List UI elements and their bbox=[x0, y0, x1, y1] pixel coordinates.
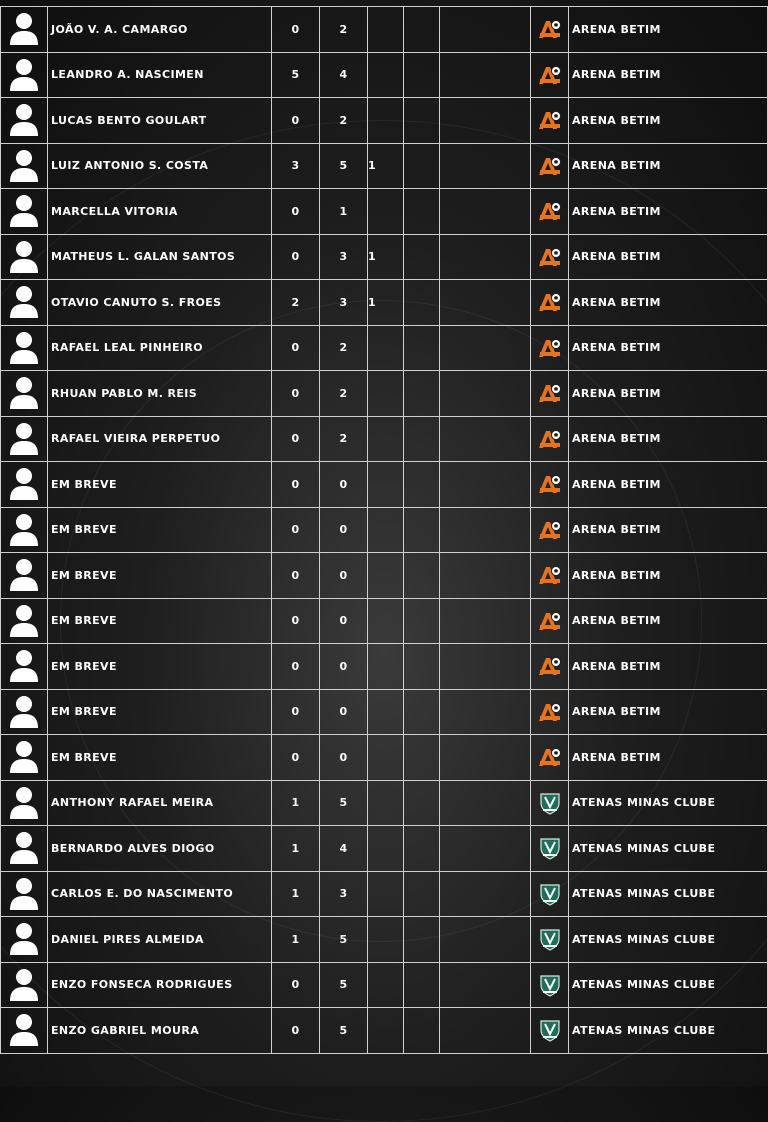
stat-2: 5 bbox=[320, 1008, 368, 1054]
stat-2: 3 bbox=[320, 871, 368, 917]
table-row bbox=[1, 644, 768, 690]
club-name: ARENA BETIM bbox=[569, 98, 768, 144]
stat-2: 2 bbox=[320, 416, 368, 462]
user-avatar-icon bbox=[8, 422, 40, 456]
stat-2: 5 bbox=[320, 143, 368, 189]
club-name: ARENA BETIM bbox=[569, 52, 768, 98]
player-name: EM BREVE bbox=[48, 735, 272, 781]
stat-1: 1 bbox=[272, 871, 320, 917]
club-logo-cell bbox=[531, 644, 569, 690]
stat-1: 0 bbox=[272, 598, 320, 644]
atenas-minas-logo bbox=[537, 972, 563, 998]
empty-cell bbox=[440, 462, 531, 508]
table-row bbox=[1, 280, 768, 326]
table-row bbox=[1, 826, 768, 872]
empty-cell bbox=[404, 735, 440, 781]
table-row bbox=[1, 416, 768, 462]
empty-cell bbox=[404, 371, 440, 417]
club-logo-cell bbox=[531, 416, 569, 462]
club-name: ARENA BETIM bbox=[569, 143, 768, 189]
club-name: ARENA BETIM bbox=[569, 325, 768, 371]
atenas-minas-logo bbox=[537, 790, 563, 816]
club-logo-cell bbox=[531, 735, 569, 781]
arena-betim-logo bbox=[537, 562, 563, 588]
club-logo-cell bbox=[531, 553, 569, 599]
stat-3 bbox=[368, 780, 404, 826]
user-avatar-icon bbox=[8, 877, 40, 911]
player-name: EM BREVE bbox=[48, 553, 272, 599]
avatar-cell bbox=[1, 689, 48, 735]
player-name: MARCELLA VITORIA bbox=[48, 189, 272, 235]
empty-cell bbox=[440, 234, 531, 280]
stat-1: 0 bbox=[272, 507, 320, 553]
user-avatar-icon bbox=[8, 240, 40, 274]
stat-3 bbox=[368, 917, 404, 963]
club-logo-cell bbox=[531, 1008, 569, 1054]
club-name: ATENAS MINAS CLUBE bbox=[569, 917, 768, 963]
arena-betim-logo bbox=[537, 699, 563, 725]
stat-3 bbox=[368, 98, 404, 144]
stat-2: 0 bbox=[320, 462, 368, 508]
empty-cell bbox=[440, 98, 531, 144]
user-avatar-icon bbox=[8, 331, 40, 365]
roster-body bbox=[1, 7, 768, 1054]
stat-2: 0 bbox=[320, 689, 368, 735]
stat-2: 2 bbox=[320, 98, 368, 144]
table-row bbox=[1, 962, 768, 1008]
stat-1: 0 bbox=[272, 189, 320, 235]
club-name: ATENAS MINAS CLUBE bbox=[569, 1008, 768, 1054]
stat-1: 1 bbox=[272, 780, 320, 826]
table-row bbox=[1, 598, 768, 644]
arena-betim-logo bbox=[537, 289, 563, 315]
club-logo-cell bbox=[531, 280, 569, 326]
arena-betim-logo bbox=[537, 244, 563, 270]
club-name: ARENA BETIM bbox=[569, 735, 768, 781]
club-logo-cell bbox=[531, 507, 569, 553]
empty-cell bbox=[404, 280, 440, 326]
avatar-cell bbox=[1, 644, 48, 690]
user-avatar-icon bbox=[8, 513, 40, 547]
stat-2: 2 bbox=[320, 371, 368, 417]
user-avatar-icon bbox=[8, 968, 40, 1002]
stat-2: 2 bbox=[320, 325, 368, 371]
stat-3 bbox=[368, 598, 404, 644]
club-logo-cell bbox=[531, 780, 569, 826]
empty-cell bbox=[440, 143, 531, 189]
table-row bbox=[1, 7, 768, 53]
stat-1: 2 bbox=[272, 280, 320, 326]
avatar-cell bbox=[1, 735, 48, 781]
empty-cell bbox=[440, 735, 531, 781]
stat-2: 5 bbox=[320, 917, 368, 963]
table-row bbox=[1, 917, 768, 963]
stat-3 bbox=[368, 189, 404, 235]
stat-1: 0 bbox=[272, 735, 320, 781]
arena-betim-logo bbox=[537, 62, 563, 88]
stat-2: 2 bbox=[320, 7, 368, 53]
empty-cell bbox=[404, 416, 440, 462]
stat-1: 5 bbox=[272, 52, 320, 98]
stat-3 bbox=[368, 371, 404, 417]
player-roster-table bbox=[0, 6, 768, 1054]
club-logo-cell bbox=[531, 143, 569, 189]
arena-betim-logo bbox=[537, 426, 563, 452]
avatar-cell bbox=[1, 416, 48, 462]
arena-betim-logo bbox=[537, 517, 563, 543]
club-name: ATENAS MINAS CLUBE bbox=[569, 962, 768, 1008]
empty-cell bbox=[440, 507, 531, 553]
table-row bbox=[1, 507, 768, 553]
empty-cell bbox=[440, 553, 531, 599]
empty-cell bbox=[404, 917, 440, 963]
arena-betim-logo bbox=[537, 380, 563, 406]
player-name: LUCAS BENTO GOULART bbox=[48, 98, 272, 144]
avatar-cell bbox=[1, 280, 48, 326]
player-name: LUIZ ANTONIO S. COSTA bbox=[48, 143, 272, 189]
player-name: EM BREVE bbox=[48, 689, 272, 735]
avatar-cell bbox=[1, 7, 48, 53]
user-avatar-icon bbox=[8, 149, 40, 183]
table-row bbox=[1, 780, 768, 826]
empty-cell bbox=[440, 325, 531, 371]
club-logo-cell bbox=[531, 371, 569, 417]
table-row bbox=[1, 1008, 768, 1054]
stat-2: 3 bbox=[320, 280, 368, 326]
empty-cell bbox=[404, 962, 440, 1008]
user-avatar-icon bbox=[8, 831, 40, 865]
player-name: RAFAEL VIEIRA PERPETUO bbox=[48, 416, 272, 462]
empty-cell bbox=[404, 189, 440, 235]
table-row bbox=[1, 689, 768, 735]
player-name: OTAVIO CANUTO S. FROES bbox=[48, 280, 272, 326]
avatar-cell bbox=[1, 507, 48, 553]
player-name: CARLOS E. DO NASCIMENTO bbox=[48, 871, 272, 917]
avatar-cell bbox=[1, 462, 48, 508]
club-logo-cell bbox=[531, 917, 569, 963]
club-logo-cell bbox=[531, 962, 569, 1008]
user-avatar-icon bbox=[8, 58, 40, 92]
stat-2: 5 bbox=[320, 962, 368, 1008]
player-name: EM BREVE bbox=[48, 462, 272, 508]
empty-cell bbox=[440, 917, 531, 963]
player-name: RAFAEL LEAL PINHEIRO bbox=[48, 325, 272, 371]
empty-cell bbox=[404, 462, 440, 508]
arena-betim-logo bbox=[537, 16, 563, 42]
empty-cell bbox=[440, 598, 531, 644]
club-name: ARENA BETIM bbox=[569, 553, 768, 599]
club-logo-cell bbox=[531, 689, 569, 735]
table-row bbox=[1, 371, 768, 417]
stat-2: 1 bbox=[320, 189, 368, 235]
empty-cell bbox=[404, 780, 440, 826]
arena-betim-logo bbox=[537, 198, 563, 224]
atenas-minas-logo bbox=[537, 881, 563, 907]
empty-cell bbox=[404, 553, 440, 599]
club-logo-cell bbox=[531, 598, 569, 644]
stat-2: 0 bbox=[320, 644, 368, 690]
empty-cell bbox=[440, 7, 531, 53]
stat-2: 3 bbox=[320, 234, 368, 280]
stat-1: 3 bbox=[272, 143, 320, 189]
user-avatar-icon bbox=[8, 376, 40, 410]
stat-3 bbox=[368, 735, 404, 781]
table-row bbox=[1, 325, 768, 371]
stat-1: 0 bbox=[272, 7, 320, 53]
avatar-cell bbox=[1, 52, 48, 98]
club-name: ARENA BETIM bbox=[569, 7, 768, 53]
player-name: EM BREVE bbox=[48, 598, 272, 644]
table-row bbox=[1, 871, 768, 917]
player-name: MATHEUS L. GALAN SANTOS bbox=[48, 234, 272, 280]
empty-cell bbox=[404, 143, 440, 189]
stat-2: 0 bbox=[320, 507, 368, 553]
user-avatar-icon bbox=[8, 695, 40, 729]
table-row bbox=[1, 189, 768, 235]
table-row bbox=[1, 143, 768, 189]
user-avatar-icon bbox=[8, 467, 40, 501]
stat-1: 0 bbox=[272, 553, 320, 599]
player-name: ENZO FONSECA RODRIGUES bbox=[48, 962, 272, 1008]
empty-cell bbox=[404, 7, 440, 53]
avatar-cell bbox=[1, 598, 48, 644]
club-name: ATENAS MINAS CLUBE bbox=[569, 780, 768, 826]
stat-3 bbox=[368, 7, 404, 53]
avatar-cell bbox=[1, 871, 48, 917]
empty-cell bbox=[404, 52, 440, 98]
stat-3 bbox=[368, 689, 404, 735]
stat-1: 0 bbox=[272, 416, 320, 462]
table-row bbox=[1, 553, 768, 599]
club-name: ARENA BETIM bbox=[569, 280, 768, 326]
player-name: ANTHONY RAFAEL MEIRA bbox=[48, 780, 272, 826]
club-name: ARENA BETIM bbox=[569, 507, 768, 553]
avatar-cell bbox=[1, 780, 48, 826]
club-name: ARENA BETIM bbox=[569, 234, 768, 280]
stat-3 bbox=[368, 462, 404, 508]
avatar-cell bbox=[1, 917, 48, 963]
arena-betim-logo bbox=[537, 107, 563, 133]
stat-1: 0 bbox=[272, 462, 320, 508]
empty-cell bbox=[440, 689, 531, 735]
club-name: ARENA BETIM bbox=[569, 689, 768, 735]
player-name: BERNARDO ALVES DIOGO bbox=[48, 826, 272, 872]
stat-3 bbox=[368, 871, 404, 917]
table-row bbox=[1, 52, 768, 98]
club-logo-cell bbox=[531, 462, 569, 508]
club-name: ATENAS MINAS CLUBE bbox=[569, 826, 768, 872]
atenas-minas-logo bbox=[537, 1017, 563, 1043]
user-avatar-icon bbox=[8, 740, 40, 774]
club-logo-cell bbox=[531, 826, 569, 872]
club-logo-cell bbox=[531, 52, 569, 98]
atenas-minas-logo bbox=[537, 835, 563, 861]
player-name: RHUAN PABLO M. REIS bbox=[48, 371, 272, 417]
empty-cell bbox=[440, 871, 531, 917]
stat-3 bbox=[368, 52, 404, 98]
stat-3 bbox=[368, 507, 404, 553]
stat-1: 0 bbox=[272, 371, 320, 417]
stat-3 bbox=[368, 826, 404, 872]
user-avatar-icon bbox=[8, 604, 40, 638]
club-name: ARENA BETIM bbox=[569, 462, 768, 508]
empty-cell bbox=[440, 416, 531, 462]
arena-betim-logo bbox=[537, 471, 563, 497]
empty-cell bbox=[440, 189, 531, 235]
empty-cell bbox=[404, 598, 440, 644]
avatar-cell bbox=[1, 826, 48, 872]
stat-3 bbox=[368, 325, 404, 371]
empty-cell bbox=[404, 644, 440, 690]
user-avatar-icon bbox=[8, 1013, 40, 1047]
stat-2: 0 bbox=[320, 735, 368, 781]
arena-betim-logo bbox=[537, 153, 563, 179]
avatar-cell bbox=[1, 234, 48, 280]
club-logo-cell bbox=[531, 234, 569, 280]
empty-cell bbox=[404, 325, 440, 371]
stat-1: 0 bbox=[272, 98, 320, 144]
empty-cell bbox=[440, 1008, 531, 1054]
empty-cell bbox=[440, 962, 531, 1008]
club-logo-cell bbox=[531, 325, 569, 371]
table-row bbox=[1, 462, 768, 508]
stat-2: 0 bbox=[320, 553, 368, 599]
avatar-cell bbox=[1, 553, 48, 599]
stat-1: 0 bbox=[272, 962, 320, 1008]
avatar-cell bbox=[1, 1008, 48, 1054]
user-avatar-icon bbox=[8, 558, 40, 592]
avatar-cell bbox=[1, 962, 48, 1008]
empty-cell bbox=[440, 780, 531, 826]
player-name: JOÃO V. A. CAMARGO bbox=[48, 7, 272, 53]
empty-cell bbox=[440, 280, 531, 326]
stat-2: 4 bbox=[320, 826, 368, 872]
club-name: ARENA BETIM bbox=[569, 644, 768, 690]
club-name: ARENA BETIM bbox=[569, 416, 768, 462]
arena-betim-logo bbox=[537, 335, 563, 361]
empty-cell bbox=[404, 234, 440, 280]
player-name: EM BREVE bbox=[48, 507, 272, 553]
empty-cell bbox=[440, 371, 531, 417]
stat-3: 1 bbox=[368, 234, 404, 280]
arena-betim-logo bbox=[537, 744, 563, 770]
user-avatar-icon bbox=[8, 194, 40, 228]
user-avatar-icon bbox=[8, 786, 40, 820]
user-avatar-icon bbox=[8, 649, 40, 683]
club-name: ATENAS MINAS CLUBE bbox=[569, 871, 768, 917]
empty-cell bbox=[404, 689, 440, 735]
avatar-cell bbox=[1, 371, 48, 417]
stat-3: 1 bbox=[368, 143, 404, 189]
user-avatar-icon bbox=[8, 103, 40, 137]
club-logo-cell bbox=[531, 7, 569, 53]
empty-cell bbox=[404, 98, 440, 144]
club-logo-cell bbox=[531, 871, 569, 917]
club-logo-cell bbox=[531, 189, 569, 235]
stat-3 bbox=[368, 1008, 404, 1054]
stat-3 bbox=[368, 553, 404, 599]
player-name: ENZO GABRIEL MOURA bbox=[48, 1008, 272, 1054]
empty-cell bbox=[440, 644, 531, 690]
stat-1: 0 bbox=[272, 689, 320, 735]
stat-3: 1 bbox=[368, 280, 404, 326]
table-row bbox=[1, 234, 768, 280]
table-row bbox=[1, 735, 768, 781]
stat-2: 4 bbox=[320, 52, 368, 98]
empty-cell bbox=[440, 826, 531, 872]
club-logo-cell bbox=[531, 98, 569, 144]
atenas-minas-logo bbox=[537, 926, 563, 952]
stat-3 bbox=[368, 644, 404, 690]
stat-1: 0 bbox=[272, 1008, 320, 1054]
avatar-cell bbox=[1, 189, 48, 235]
avatar-cell bbox=[1, 325, 48, 371]
stat-2: 0 bbox=[320, 598, 368, 644]
player-name: LEANDRO A. NASCIMEN bbox=[48, 52, 272, 98]
table-row bbox=[1, 98, 768, 144]
stat-1: 0 bbox=[272, 644, 320, 690]
arena-betim-logo bbox=[537, 653, 563, 679]
club-name: ARENA BETIM bbox=[569, 371, 768, 417]
user-avatar-icon bbox=[8, 922, 40, 956]
stat-1: 1 bbox=[272, 826, 320, 872]
stat-1: 0 bbox=[272, 325, 320, 371]
stat-3 bbox=[368, 962, 404, 1008]
stat-1: 1 bbox=[272, 917, 320, 963]
club-name: ARENA BETIM bbox=[569, 189, 768, 235]
avatar-cell bbox=[1, 98, 48, 144]
avatar-cell bbox=[1, 143, 48, 189]
player-name: EM BREVE bbox=[48, 644, 272, 690]
stat-3 bbox=[368, 416, 404, 462]
empty-cell bbox=[404, 871, 440, 917]
player-name: DANIEL PIRES ALMEIDA bbox=[48, 917, 272, 963]
empty-cell bbox=[404, 826, 440, 872]
club-name: ARENA BETIM bbox=[569, 598, 768, 644]
empty-cell bbox=[404, 507, 440, 553]
user-avatar-icon bbox=[8, 285, 40, 319]
empty-cell bbox=[440, 52, 531, 98]
arena-betim-logo bbox=[537, 608, 563, 634]
user-avatar-icon bbox=[8, 12, 40, 46]
stat-2: 5 bbox=[320, 780, 368, 826]
empty-cell bbox=[404, 1008, 440, 1054]
stat-1: 0 bbox=[272, 234, 320, 280]
